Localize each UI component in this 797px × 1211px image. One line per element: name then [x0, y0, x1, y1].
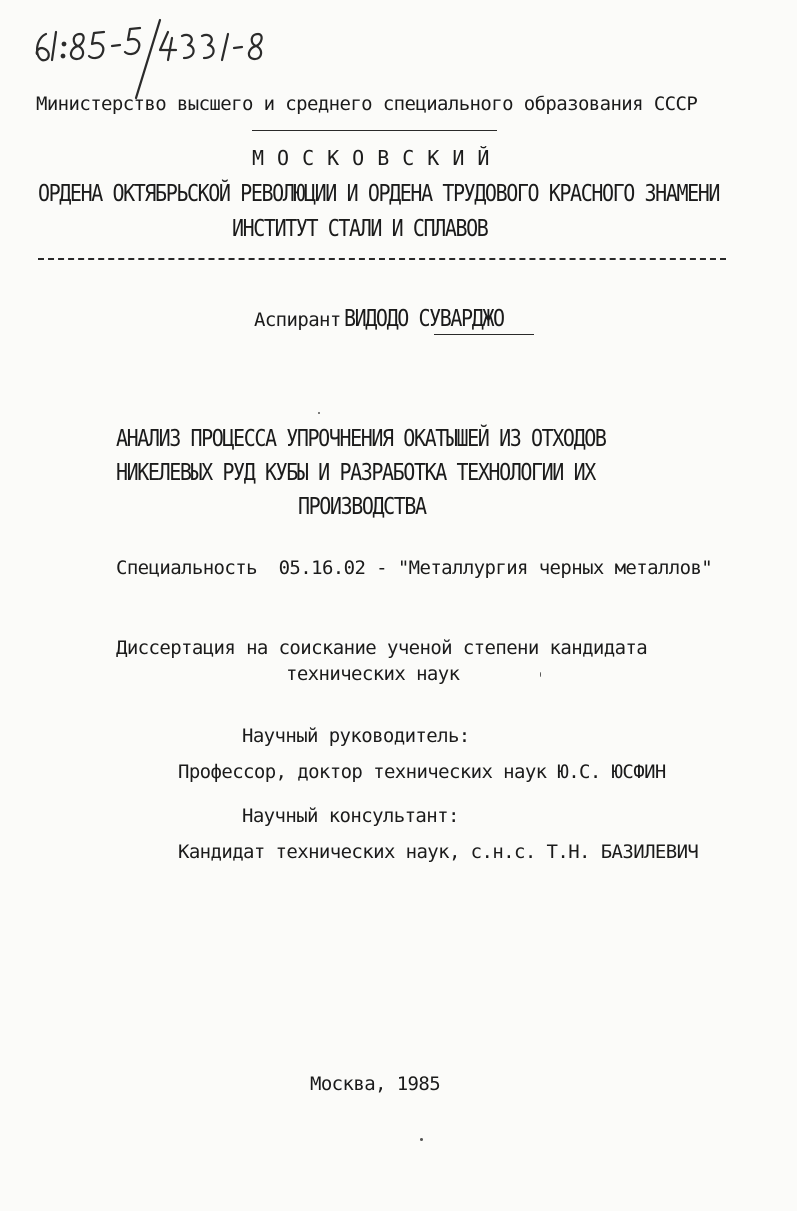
ministry-underline: [252, 130, 497, 131]
thesis-title-line-1: АНАЛИЗ ПРОЦЕССА УПРОЧНЕНИЯ ОКАТЫШЕЙ ИЗ ОТХОДОВ: [116, 424, 606, 452]
archive-mark-handwritten: [28, 12, 288, 102]
header-dashed-rule: [38, 258, 726, 260]
author-underline: [434, 334, 534, 335]
scan-speck: [318, 412, 320, 414]
institute-line-moscow: МОСКОВСКИЙ: [252, 146, 503, 170]
thesis-title-line-3: ПРОИЗВОДСТВА: [298, 492, 426, 520]
author-prefix: Аспирант: [254, 309, 341, 331]
supervisor-name: Профессор, доктор технических наук Ю.С. ЮСФИН: [178, 761, 666, 783]
dissertation-line-2: технических наук: [286, 663, 460, 685]
author-name: ВИДОДО СУВАРДЖО: [344, 304, 504, 332]
consultant-name: Кандидат технических наук, с.н.с. Т.Н. БАЗИЛЕВИЧ: [178, 841, 699, 863]
consultant-label: Научный консультант:: [242, 805, 459, 827]
dissertation-line-1: Диссертация на соискание ученой степени кандидата: [116, 637, 648, 659]
scan-speck: [540, 672, 541, 677]
specialty-line: Специальность 05.16.02 - "Металлургия черных металлов": [116, 557, 713, 579]
ministry-line: Министерство высшего и среднего специального образования СССР: [36, 93, 698, 115]
thesis-title-line-2: НИКЕЛЕВЫХ РУД КУБЫ И РАЗРАБОТКА ТЕХНОЛОГИИ ИХ: [116, 458, 595, 486]
scan-speck: [420, 1138, 423, 1141]
institute-line-name: ИНСТИТУТ СТАЛИ И СПЛАВОВ: [232, 214, 488, 242]
institute-line-orders: ОРДЕНА ОКТЯБРЬСКОЙ РЕВОЛЮЦИИ И ОРДЕНА ТРУДОВОГО КРАСНОГО ЗНАМЕНИ: [38, 179, 720, 207]
place-year: Москва, 1985: [310, 1073, 441, 1095]
supervisor-label: Научный руководитель:: [242, 725, 470, 747]
